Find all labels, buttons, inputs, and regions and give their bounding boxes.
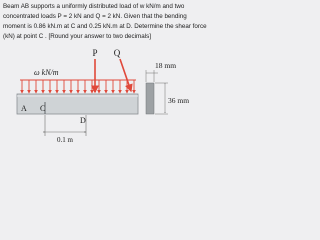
section-width-label: 18 mm [155,61,177,70]
load-q-label: Q [113,48,121,58]
load-p-label: P [92,48,98,58]
dimension-label: 0.1 m [57,136,73,144]
problem-line-3: moment is 0.86 kN.m at C and 0.25 kN.m at D. Determine the shear force [3,23,207,31]
load-q-arrow [120,59,131,91]
distributed-load-arrows [22,80,134,93]
problem-line-1: Beam AB supports a uniformly distributed load of w kN/m and two [3,3,185,10]
section-height-label: 36 mm [168,96,190,105]
problem-line-2: concentrated loads P = 2 kN and Q = 2 kN. Given that the bending [3,13,187,21]
problem-line-4: (kN) at point C . [Round your answer to two decimals] [3,33,151,41]
point-d-label: D [80,116,86,125]
beam-cross-section [146,83,154,114]
point-a-label: A [21,104,27,113]
beam [17,94,138,114]
distributed-load-label: ω kN/m [34,68,59,77]
point-c-label: C [40,104,46,113]
beam-diagram [0,0,200,164]
